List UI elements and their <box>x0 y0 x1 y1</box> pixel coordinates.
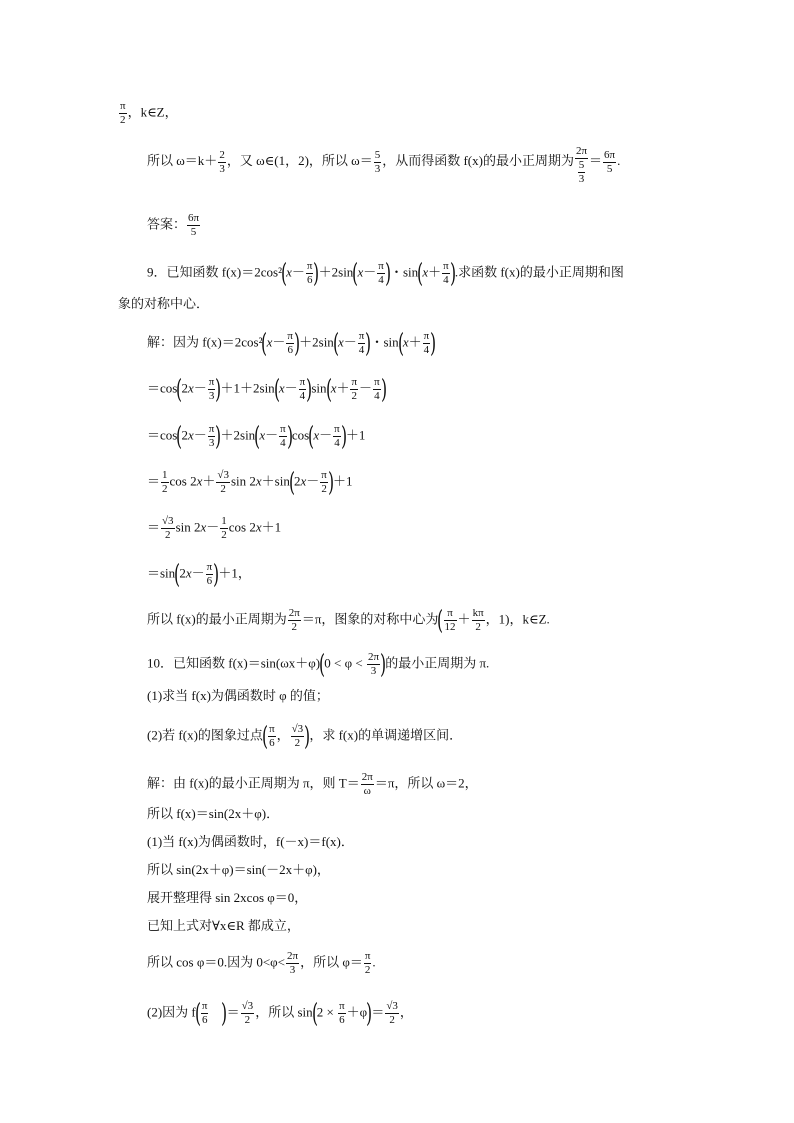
q9-sol-3: ＝cos(2x－ $\frac{\pi}{3}$ )＋2sin(x－ $\frac{\pi}{4}$ )cos(x－ $\frac{\pi}{4}$ )＋1 <box>147 421 366 452</box>
q10-sol-5: 展开整理得 sin 2xcos φ＝0， <box>147 890 308 905</box>
q10-sol-1: 解：由 f(x)的最小正周期为 π，则 T＝ $\frac{2\pi}{\omega}$ ＝π，所以 ω＝2， <box>147 771 478 797</box>
q9-sol-1: 解：因为 f(x)＝2cos²(x－ $\frac{\pi}{6}$ )＋2sin(x－ $\frac{\pi}{4}$ )・sin(x＋ $\frac{\pi}{4}$ ) <box>147 328 437 359</box>
q9-title: 9．已知函数 f(x)＝2cos²(x－ $\frac{\pi}{6}$ )＋2sin(x－ $\frac{\pi}{4}$ )・sin(x＋ $\frac{\pi}{4}$ ).求函数 f(x)的最小正周期和图 <box>147 258 624 289</box>
q10-sol-4: 所以 sin(2x＋φ)＝sin(－2x＋φ)， <box>147 862 330 877</box>
q10-sol-2: 所以 f(x)＝sin(2x＋φ)． <box>147 806 280 821</box>
q10-sol-8: (2)因为 f( $\frac{\pi}{6}$ )＝ $\frac{√3}{2}$ ，所以 sin(2 × $\frac{\pi}{6}$ ＋φ)＝ $\frac{√3}{2}$ ， <box>147 998 413 1029</box>
q10-part2: (2)若 f(x)的图象过点( $\frac{\pi}{6}$ ， $\frac{√3}{2}$ )，求 f(x)的单调递增区间． <box>147 721 463 752</box>
q10-sol-7: 所以 cos φ＝0.因为 0<φ< $\frac{2\pi}{3}$ ，所以 φ＝ $\frac{\pi}{2}$ . <box>147 950 376 976</box>
q10-sol-6: 已知上式对∀x∈R 都成立， <box>147 918 300 933</box>
lead-line-1: $\frac{\pi}{2}$ ，k∈Z， <box>120 100 178 126</box>
answer-line: 答案： $\frac{6\pi}{5}$ <box>147 212 200 238</box>
q9-sol-6: ＝sin(2x－ $\frac{\pi}{6}$ )＋1， <box>147 559 251 590</box>
lead-line-2: 所以 ω＝k＋ $\frac{2}{3}$ ，又 ω∈(1，2)，所以 ω＝ $\frac{5}{3}$ ，从而得函数 f(x)的最小正周期为 $\frac{2\pi}{\frac{5}{3}}$ ＝ $\frac{6\pi}{5}$ . <box>147 145 621 185</box>
q9-sol-4: ＝ $\frac{1}{2}$ cos 2x＋ $\frac{√3}{2}$ sin 2x＋sin(2x－ $\frac{\pi}{2}$ )＋1 <box>147 467 353 498</box>
q10-part1: (1)求当 f(x)为偶函数时 φ 的值； <box>147 688 329 703</box>
q10-title: 10．已知函数 f(x)＝sin(ωx＋φ)(0 < φ < $\frac{2\pi}{3}$ )的最小正周期为 π. <box>147 649 490 680</box>
q10-sol-3: (1)当 f(x)为偶函数时，f(－x)＝f(x)． <box>147 834 354 849</box>
q9-sol-5: ＝ $\frac{√3}{2}$ sin 2x－ $\frac{1}{2}$ cos 2x＋1 <box>147 515 282 541</box>
q9-sol-2: ＝cos(2x－ $\frac{\pi}{3}$ )＋1＋2sin(x－ $\frac{\pi}{4}$ )sin(x＋ $\frac{\pi}{2}$ － $\frac{\pi}{4}$ ) <box>147 374 387 405</box>
q9-title-cont: 象的对称中心． <box>118 297 210 312</box>
q9-result: 所以 f(x)的最小正周期为 $\frac{2\pi}{2}$ ＝π，图象的对称中心为( $\frac{\pi}{12}$ ＋ $\frac{k\pi}{2}$ ，1)，k∈Z. <box>147 605 550 636</box>
